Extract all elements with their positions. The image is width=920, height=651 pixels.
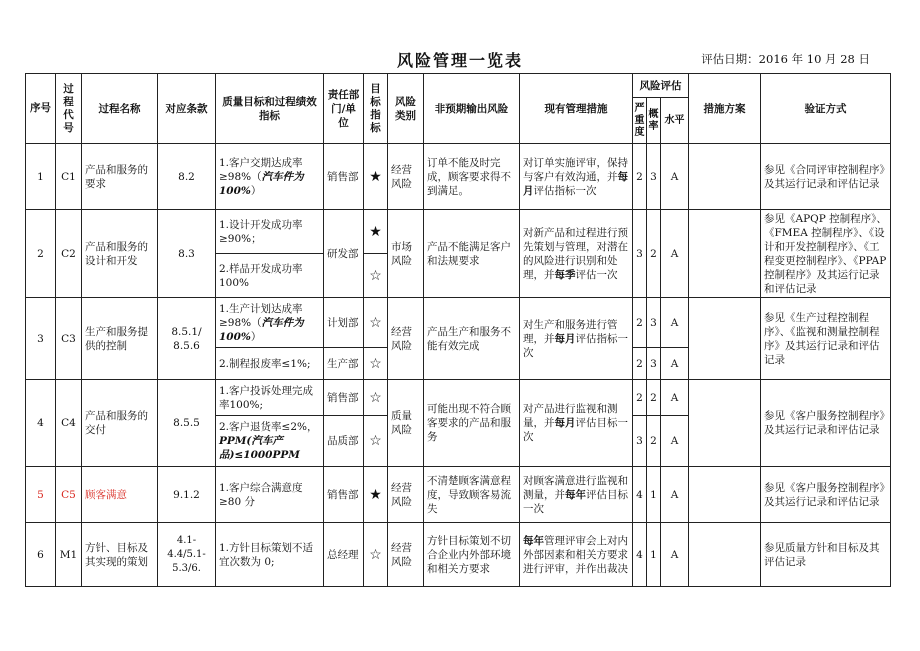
row-measures: 对新产品和过程进行预先策划与管理，对潜在的风险进行识别和处理，并每季评估一次 <box>520 210 633 298</box>
header-verify: 验证方式 <box>761 74 891 144</box>
indicator-icon: ☆ <box>364 416 388 467</box>
row-process-name: 产品和服务的设计和开发 <box>82 210 158 298</box>
row-clause: 8.5.1/ 8.5.6 <box>158 298 216 380</box>
row-target: 1.设计开发成功率≥90%； <box>216 210 324 254</box>
header-plan: 措施方案 <box>689 74 761 144</box>
row-target: 1.生产计划达成率≥98%（汽车件为100%） <box>216 298 324 348</box>
row-plan <box>689 210 761 298</box>
row-target: 2.制程报废率≤1%; <box>216 348 324 380</box>
table-row <box>26 467 891 523</box>
row-clause: 8.5.5 <box>158 380 216 467</box>
row-probability: 1 <box>647 523 661 587</box>
row-level: A <box>661 416 689 467</box>
row-level: A <box>661 467 689 523</box>
row-unexpected: 方针目标策划不切合企业内外部环境和相关方要求 <box>424 523 520 587</box>
row-risk-type: 质量风险 <box>388 380 424 467</box>
header-target: 质量目标和过程绩效指标 <box>216 74 324 144</box>
row-risk-type: 市场风险 <box>388 210 424 298</box>
row-process-name: 方针、目标及其实现的策划 <box>82 523 158 587</box>
row-risk-type: 经营风险 <box>388 298 424 380</box>
row-process-name: 顾客满意 <box>82 467 158 523</box>
row-unexpected: 不清楚顾客满意程度，导致顾客易流失 <box>424 467 520 523</box>
row-severity: 2 <box>633 144 647 210</box>
row-measures: 每年管理评审会上对内外部因素和相关方要求进行评审，并作出裁决 <box>520 523 633 587</box>
row-probability: 3 <box>647 348 661 380</box>
row-dept: 研发部 <box>324 210 364 298</box>
row-code: C1 <box>56 144 82 210</box>
key-indicator-icon: ★ <box>364 210 388 254</box>
row-dept: 销售部 <box>324 467 364 523</box>
row-verify: 参见《客户服务控制程序》及其运行记录和评估记录 <box>761 380 891 467</box>
row-target: 1.客户交期达成率≥98%（汽车件为100%） <box>216 144 324 210</box>
row-seq: 6 <box>26 523 56 587</box>
row-target: 1.客户投诉处理完成率100%; <box>216 380 324 416</box>
row-probability: 2 <box>647 416 661 467</box>
indicator-icon: ☆ <box>364 348 388 380</box>
row-seq: 4 <box>26 380 56 467</box>
row-code: C4 <box>56 380 82 467</box>
row-clause: 4.1-4.4/5.1-5.3/6. <box>158 523 216 587</box>
row-plan <box>689 523 761 587</box>
header-level: 水平 <box>661 98 689 144</box>
row-dept: 计划部 <box>324 298 364 348</box>
indicator-icon: ☆ <box>364 298 388 348</box>
header-code: 过程代号 <box>56 74 82 144</box>
row-plan <box>689 298 761 380</box>
table-row <box>26 298 891 348</box>
row-measures: 对生产和服务进行管理，并每月评估指标一次 <box>520 298 633 380</box>
table-row <box>26 523 891 587</box>
row-level: A <box>661 210 689 298</box>
row-severity: 3 <box>633 416 647 467</box>
row-unexpected: 产品生产和服务不能有效完成 <box>424 298 520 380</box>
row-process-name: 产品和服务的要求 <box>82 144 158 210</box>
row-risk-type: 经营风险 <box>388 144 424 210</box>
row-process-name: 产品和服务的交付 <box>82 380 158 467</box>
header-risk-type: 风险类别 <box>388 74 424 144</box>
header-unexpected: 非预期输出风险 <box>424 74 520 144</box>
row-process-name: 生产和服务提供的控制 <box>82 298 158 380</box>
row-seq: 1 <box>26 144 56 210</box>
page-title: 风险管理一览表 <box>396 51 523 70</box>
row-level: A <box>661 348 689 380</box>
row-dept: 销售部 <box>324 380 364 416</box>
row-dept: 品质部 <box>324 416 364 467</box>
header-process: 过程名称 <box>82 74 158 144</box>
indicator-icon: ☆ <box>364 254 388 298</box>
row-code: C2 <box>56 210 82 298</box>
header-probability: 概率 <box>647 98 661 144</box>
row-code: C5 <box>56 467 82 523</box>
header-indicator: 目标指标 <box>364 74 388 144</box>
row-unexpected: 可能出现不符合顾客要求的产品和服务 <box>424 380 520 467</box>
row-target: 1.方针目标策划不适宜次数为 0; <box>216 523 324 587</box>
row-dept: 生产部 <box>324 348 364 380</box>
row-measures: 对顾客满意进行监视和测量，并每年评估目标一次 <box>520 467 633 523</box>
row-severity: 4 <box>633 523 647 587</box>
row-level: A <box>661 144 689 210</box>
header-clause: 对应条款 <box>158 74 216 144</box>
row-unexpected: 产品不能满足客户和法规要求 <box>424 210 520 298</box>
row-probability: 2 <box>647 210 661 298</box>
row-plan <box>689 380 761 467</box>
row-probability: 3 <box>647 144 661 210</box>
row-plan <box>689 467 761 523</box>
row-probability: 2 <box>647 380 661 416</box>
row-level: A <box>661 523 689 587</box>
row-severity: 2 <box>633 298 647 348</box>
row-target: 2.客户退货率≤2%，PPM(汽车产品)≤1000PPM <box>216 416 324 467</box>
row-clause: 9.1.2 <box>158 467 216 523</box>
row-severity: 2 <box>633 348 647 380</box>
row-measures: 对产品进行监视和测量，并每月评估目标一次 <box>520 380 633 467</box>
key-indicator-icon: ★ <box>364 467 388 523</box>
row-dept: 销售部 <box>324 144 364 210</box>
row-plan <box>689 144 761 210</box>
row-verify: 参见《合同评审控制程序》及其运行记录和评估记录 <box>761 144 891 210</box>
row-severity: 4 <box>633 467 647 523</box>
row-severity: 3 <box>633 210 647 298</box>
row-verify: 参见《生产过程控制程序》、《监视和测量控制程序》及其运行记录和评估记录 <box>761 298 891 380</box>
row-risk-type: 经营风险 <box>388 523 424 587</box>
row-clause: 8.3 <box>158 210 216 298</box>
row-level: A <box>661 298 689 348</box>
row-code: C3 <box>56 298 82 380</box>
key-indicator-icon: ★ <box>364 144 388 210</box>
row-level: A <box>661 380 689 416</box>
row-risk-type: 经营风险 <box>388 467 424 523</box>
row-probability: 3 <box>647 298 661 348</box>
header-seq: 序号 <box>26 74 56 144</box>
row-code: M1 <box>56 523 82 587</box>
row-dept: 总经理 <box>324 523 364 587</box>
row-seq: 3 <box>26 298 56 380</box>
row-verify: 参见《APQP 控制程序》、《FMEA 控制程序》、《设计和开发控制程序》、《工程变更控制程序》、《PPAP 控制程序》及其运行记录和评估记录 <box>761 210 891 298</box>
row-verify: 参见《客户服务控制程序》及其运行记录和评估记录 <box>761 467 891 523</box>
evaluation-date: 评估日期：2016 年 10 月 28 日 <box>701 52 870 66</box>
row-seq: 5 <box>26 467 56 523</box>
row-verify: 参见质量方针和目标及其评估记录 <box>761 523 891 587</box>
indicator-icon: ☆ <box>364 523 388 587</box>
row-unexpected: 订单不能及时完成，顾客要求得不到满足。 <box>424 144 520 210</box>
row-severity: 2 <box>633 380 647 416</box>
row-probability: 1 <box>647 467 661 523</box>
header-dept: 责任部门/单位 <box>324 74 364 144</box>
row-measures: 对订单实施评审，保持与客户有效沟通，并每月评估指标一次 <box>520 144 633 210</box>
risk-table <box>25 73 891 587</box>
header-severity: 严重度 <box>633 98 647 144</box>
table-row <box>26 380 891 416</box>
indicator-icon: ☆ <box>364 380 388 416</box>
row-seq: 2 <box>26 210 56 298</box>
row-target: 1.客户综合满意度≥80 分 <box>216 467 324 523</box>
header-measures: 现有管理措施 <box>520 74 633 144</box>
header-eval: 风险评估 <box>633 74 689 98</box>
row-clause: 8.2 <box>158 144 216 210</box>
row-target: 2.样品开发成功率100% <box>216 254 324 298</box>
table-row <box>26 144 891 210</box>
table-row <box>26 210 891 254</box>
